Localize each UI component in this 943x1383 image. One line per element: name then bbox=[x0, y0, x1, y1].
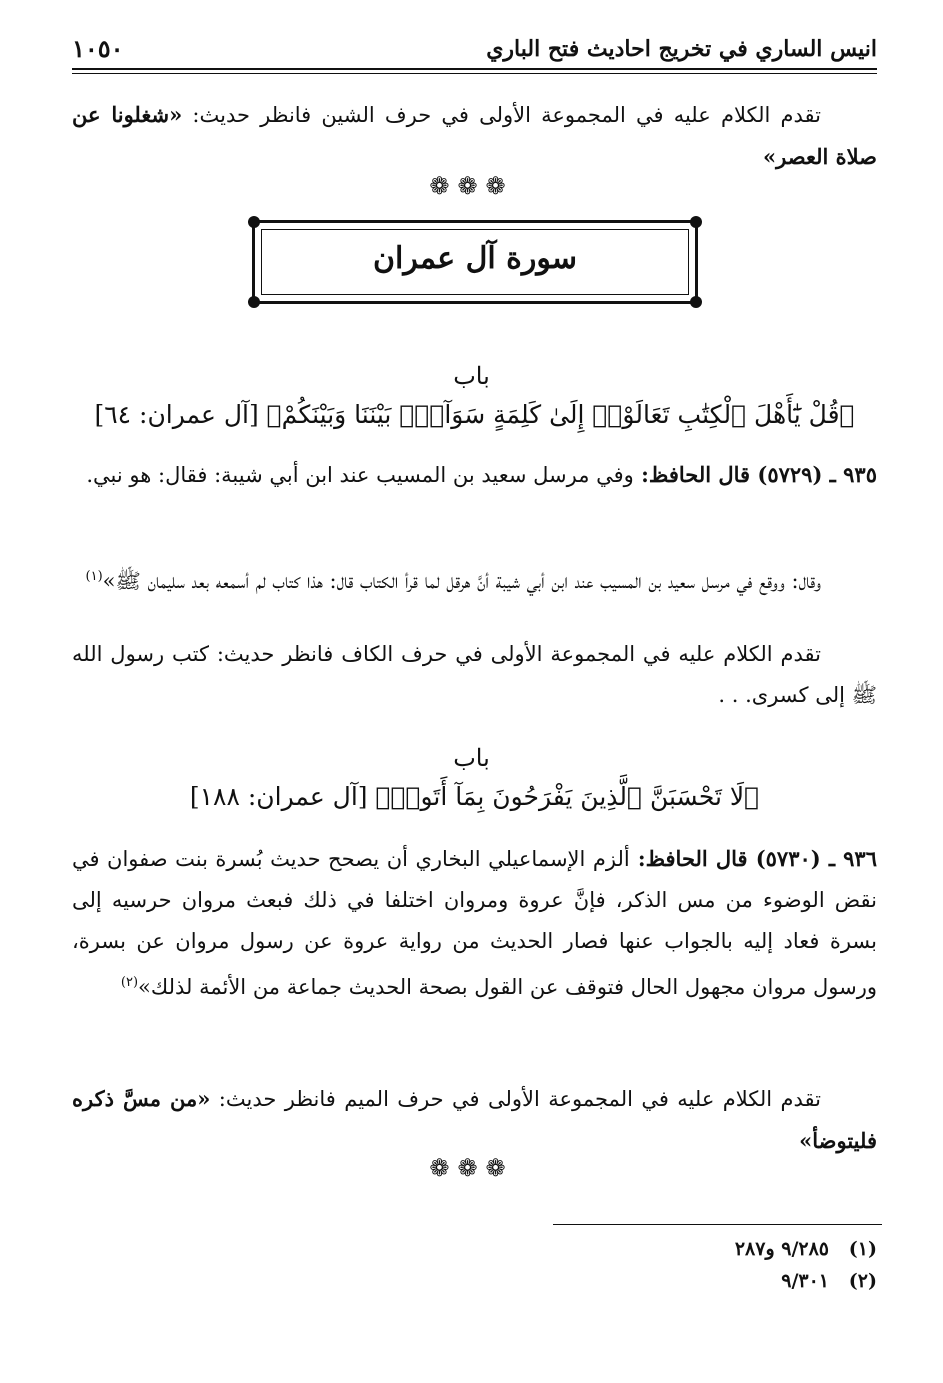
footnote-number: (٢) bbox=[848, 1270, 877, 1292]
hadith-reference: «من مسَّ ذكره فليتوضأ» bbox=[72, 1086, 877, 1153]
footnote-text: ٩/٣٠١ bbox=[781, 1270, 829, 1292]
header-rule-thin bbox=[72, 73, 877, 74]
footnote-marker: (١) bbox=[85, 569, 103, 584]
book-title: انيس الساري في تخريج احاديث فتح الباري bbox=[486, 36, 877, 62]
quran-verse: ﴿لَا تَحْسَبَنَّ ٱلَّذِينَ يَفْرَحُونَ بِمَآ أَتَوا۟﴾ [آل عمران: ١٨٨] bbox=[189, 782, 760, 811]
paragraph-qal bbox=[72, 556, 877, 602]
chapter-heading: باب bbox=[453, 362, 490, 390]
hadith-number: ٩٣٦ ـ (٥٧٣٠) قال الحافظ: bbox=[629, 846, 877, 871]
hadith-number: ٩٣٥ ـ (٥٧٢٩) قال الحافظ: bbox=[633, 462, 877, 487]
footnote-1 bbox=[735, 1238, 877, 1260]
footnote-2 bbox=[781, 1270, 877, 1292]
quran-verse: ﴿قُلْ يَٰٓأَهْلَ ٱلْكِتَٰبِ تَعَالَوْا۟ إِلَىٰ كَلِمَةٍ سَوَآءٍۭ بَيْنَنَا وَبَيْنَكُمْ﴾ [آل عمران: ٦٤] bbox=[94, 400, 855, 429]
paragraph-kaf bbox=[72, 634, 877, 716]
header-rule bbox=[72, 68, 877, 70]
hadith-935 bbox=[72, 454, 877, 496]
surah-title: سورة آل عمران bbox=[372, 241, 578, 276]
section-separator-stars: ❁❁❁ bbox=[429, 1154, 514, 1182]
hadith-reference: «شغلونا عن صلاة العصر» bbox=[72, 102, 877, 169]
paragraph-text: تقدم الكلام عليه في المجموعة الأولى في حرف الشين فانظر حديث: bbox=[182, 103, 821, 127]
paragraph-text: وقال: ووقع في مرسل سعيد بن المسيب عند ابن أبي شيبة أنَّ هرقل لما قرأ الكتاب قال: هذا كتاب لم أسمعه بعد سليمان ﷺ» bbox=[102, 569, 821, 593]
paragraph-mim bbox=[72, 1078, 877, 1162]
footnote-text: ٩/٢٨٥ و٢٨٧ bbox=[734, 1238, 829, 1260]
footnote-rule bbox=[553, 1224, 882, 1225]
surah-title-frame bbox=[252, 220, 698, 304]
hadith-text: ألزم الإسماعيلي البخاري أن يصحح حديث بُسرة بنت صفوان في نقض الوضوء من مس الذكر، فإنَّ عروة ومروان اختلفا في ذلك فبعث مروان حرسيه إلى بسرة فعاد إليه بالجواب عنها فصار الحديث من رواية عروة عن رسول مروان عن بسرة، ورسول مروان مجهول الحال فتوقف عن القول بصحة الحديث جماعة من الأئمة لذلك» bbox=[72, 847, 877, 999]
frame-corner-dot bbox=[248, 296, 260, 308]
running-header bbox=[72, 30, 877, 70]
footnote-number: (١) bbox=[848, 1238, 877, 1260]
frame-corner-dot bbox=[690, 296, 702, 308]
chapter-heading: باب bbox=[453, 744, 490, 772]
footnote-marker: (٢) bbox=[120, 975, 139, 990]
frame-corner-dot bbox=[690, 216, 702, 228]
paragraph-text: تقدم الكلام عليه في المجموعة الأولى في حرف الكاف فانظر حديث: كتب رسول الله ﷺ إلى كسرى. . . bbox=[72, 642, 877, 707]
frame-corner-dot bbox=[248, 216, 260, 228]
hadith-text: وفي مرسل سعيد بن المسيب عند ابن أبي شيبة: فقال: هو نبي. bbox=[86, 463, 634, 487]
hadith-936 bbox=[72, 838, 877, 1008]
paragraph-text: تقدم الكلام عليه في المجموعة الأولى في حرف الميم فانظر حديث: bbox=[210, 1087, 821, 1111]
page-number: ١٠٥٠ bbox=[72, 34, 124, 63]
paragraph-shin bbox=[72, 94, 877, 178]
section-separator-stars: ❁❁❁ bbox=[429, 172, 514, 200]
